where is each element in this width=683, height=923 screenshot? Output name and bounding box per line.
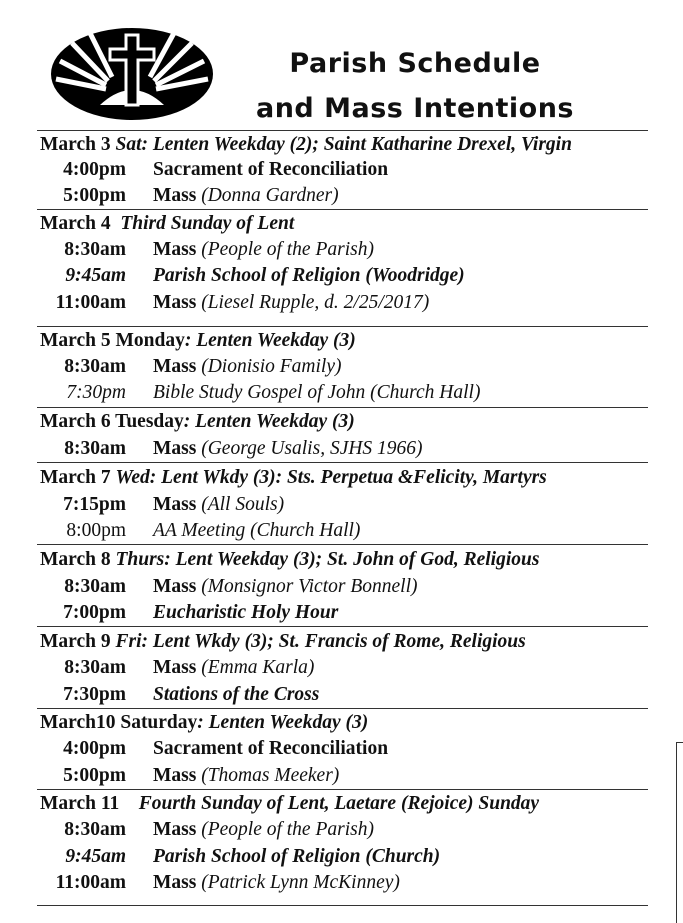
event-label: Mass xyxy=(153,819,197,840)
event-time: 7:30pm xyxy=(63,684,126,705)
event-time: 8:30am xyxy=(64,239,126,260)
schedule-row xyxy=(40,844,650,870)
event-time: 5:00pm xyxy=(63,765,126,786)
schedule-row xyxy=(40,183,650,209)
day-title: Third Sunday of Lent xyxy=(120,213,295,234)
event-label: Bible Study Gospel of John (Church Hall) xyxy=(153,382,481,403)
event-label: Mass xyxy=(153,576,197,597)
day-heading xyxy=(40,791,650,817)
page-title-line2: and Mass Intentions xyxy=(255,93,574,124)
day-date: March 3 xyxy=(40,134,111,155)
day-heading xyxy=(40,629,650,655)
mass-intention: (People of the Parish) xyxy=(201,239,374,260)
mass-intention: (All Souls) xyxy=(201,494,285,515)
event-label: Eucharistic Holy Hour xyxy=(153,602,339,623)
schedule-row xyxy=(40,518,650,544)
divider xyxy=(37,462,648,463)
day-date: March 6 xyxy=(40,411,111,432)
schedule-row xyxy=(40,600,650,626)
mass-intention: (Donna Gardner) xyxy=(201,185,339,206)
event-time: 8:30am xyxy=(64,356,126,377)
event-label: Parish School of Religion (Church) xyxy=(153,846,441,867)
event-label: Stations of the Cross xyxy=(153,684,320,705)
divider xyxy=(37,209,648,210)
event-label: Mass xyxy=(153,872,197,893)
mass-intention: (Emma Karla) xyxy=(201,657,315,678)
mass-intention: (Dionisio Family) xyxy=(201,356,342,377)
day-title: : Lenten Weekday (3) xyxy=(197,712,369,733)
mass-intention: (George Usalis, SJHS 1966) xyxy=(201,438,423,459)
day-date: March 9 xyxy=(40,631,111,652)
schedule-row xyxy=(40,574,650,600)
schedule-row xyxy=(40,436,650,462)
day-title: : Lenten Weekday (3) xyxy=(183,411,355,432)
day-heading xyxy=(40,328,650,354)
day-heading xyxy=(40,465,650,491)
event-time: 8:30am xyxy=(64,438,126,459)
schedule-row xyxy=(40,736,650,762)
day-heading xyxy=(40,547,650,573)
event-time: 7:30pm xyxy=(66,382,126,403)
mass-intention: (Liesel Rupple, d. 2/25/2017) xyxy=(201,292,430,313)
schedule-row xyxy=(40,380,650,406)
day-heading xyxy=(40,132,650,158)
event-label: Parish School of Religion (Woodridge) xyxy=(153,265,465,286)
event-time: 8:30am xyxy=(64,819,126,840)
mass-intention: (Patrick Lynn McKinney) xyxy=(201,872,400,893)
schedule-row xyxy=(40,157,650,183)
schedule-row xyxy=(40,354,650,380)
schedule-row xyxy=(40,290,650,316)
day-heading xyxy=(40,710,650,736)
day-date: March 11 xyxy=(40,793,120,814)
day-title: Fourth Sunday of Lent, Laetare (Rejoice) Sunday xyxy=(138,793,540,814)
mass-intention: (Monsignor Victor Bonnell) xyxy=(201,576,418,597)
divider xyxy=(37,626,648,627)
schedule-row xyxy=(40,817,650,843)
day-heading xyxy=(40,409,650,435)
schedule-row xyxy=(40,763,650,789)
divider xyxy=(37,326,648,327)
day-weekday: Saturday xyxy=(120,712,198,733)
day-date: March 7 xyxy=(40,467,111,488)
event-time: 4:00pm xyxy=(63,738,126,759)
event-label: Sacrament of Reconciliation xyxy=(153,738,389,759)
event-label: Mass xyxy=(153,185,197,206)
event-label: Mass xyxy=(153,657,197,678)
day-date: March 8 xyxy=(40,549,111,570)
event-time: 8:00pm xyxy=(66,520,126,541)
event-time: 4:00pm xyxy=(63,159,126,180)
day-date: March 4 xyxy=(40,213,111,234)
event-label: AA Meeting (Church Hall) xyxy=(153,520,361,541)
box-corner xyxy=(676,742,683,923)
day-title: Thurs: Lent Weekday (3); St. John of God, Religious xyxy=(115,549,540,570)
event-time: 11:00am xyxy=(55,872,126,893)
event-time: 7:15pm xyxy=(63,494,126,515)
day-heading xyxy=(40,211,650,237)
event-label: Mass xyxy=(153,494,197,515)
event-label: Sacrament of Reconciliation xyxy=(153,159,389,180)
page-title-line1: Parish Schedule xyxy=(289,48,541,79)
event-label: Mass xyxy=(153,765,197,786)
day-date: March10 xyxy=(40,712,116,733)
schedule-row xyxy=(40,492,650,518)
day-title: : Lenten Weekday (3) xyxy=(184,330,356,351)
event-time: 11:00am xyxy=(55,292,126,313)
day-title: Fri: Lent Wkdy (3); St. Francis of Rome, Religious xyxy=(115,631,526,652)
day-date: March 5 xyxy=(40,330,111,351)
divider xyxy=(37,130,648,131)
mass-intention: (Thomas Meeker) xyxy=(201,765,340,786)
day-weekday: Tuesday xyxy=(115,411,184,432)
event-time: 9:45am xyxy=(65,846,126,867)
schedule-row xyxy=(40,682,650,708)
day-title: Wed: Lent Wkdy (3): Sts. Perpetua &Felicity, Martyrs xyxy=(115,467,547,488)
event-time: 9:45am xyxy=(65,265,126,286)
divider xyxy=(37,708,648,709)
schedule-row xyxy=(40,870,650,896)
event-label: Mass xyxy=(153,438,197,459)
event-time: 7:00pm xyxy=(63,602,126,623)
schedule-row xyxy=(40,237,650,263)
cross-sunburst-icon xyxy=(50,27,214,121)
divider xyxy=(37,789,648,790)
schedule-row xyxy=(40,655,650,681)
event-label: Mass xyxy=(153,239,197,260)
schedule-row xyxy=(40,263,650,289)
mass-intention: (People of the Parish) xyxy=(201,819,374,840)
event-time: 8:30am xyxy=(64,657,126,678)
event-time: 5:00pm xyxy=(63,185,126,206)
event-label: Mass xyxy=(153,292,197,313)
event-time: 8:30am xyxy=(64,576,126,597)
divider xyxy=(37,905,648,906)
day-title: Sat: Lenten Weekday (2); Saint Katharine Drexel, Virgin xyxy=(115,134,572,155)
day-weekday: Monday xyxy=(115,330,185,351)
divider xyxy=(37,544,648,545)
event-label: Mass xyxy=(153,356,197,377)
divider xyxy=(37,407,648,408)
